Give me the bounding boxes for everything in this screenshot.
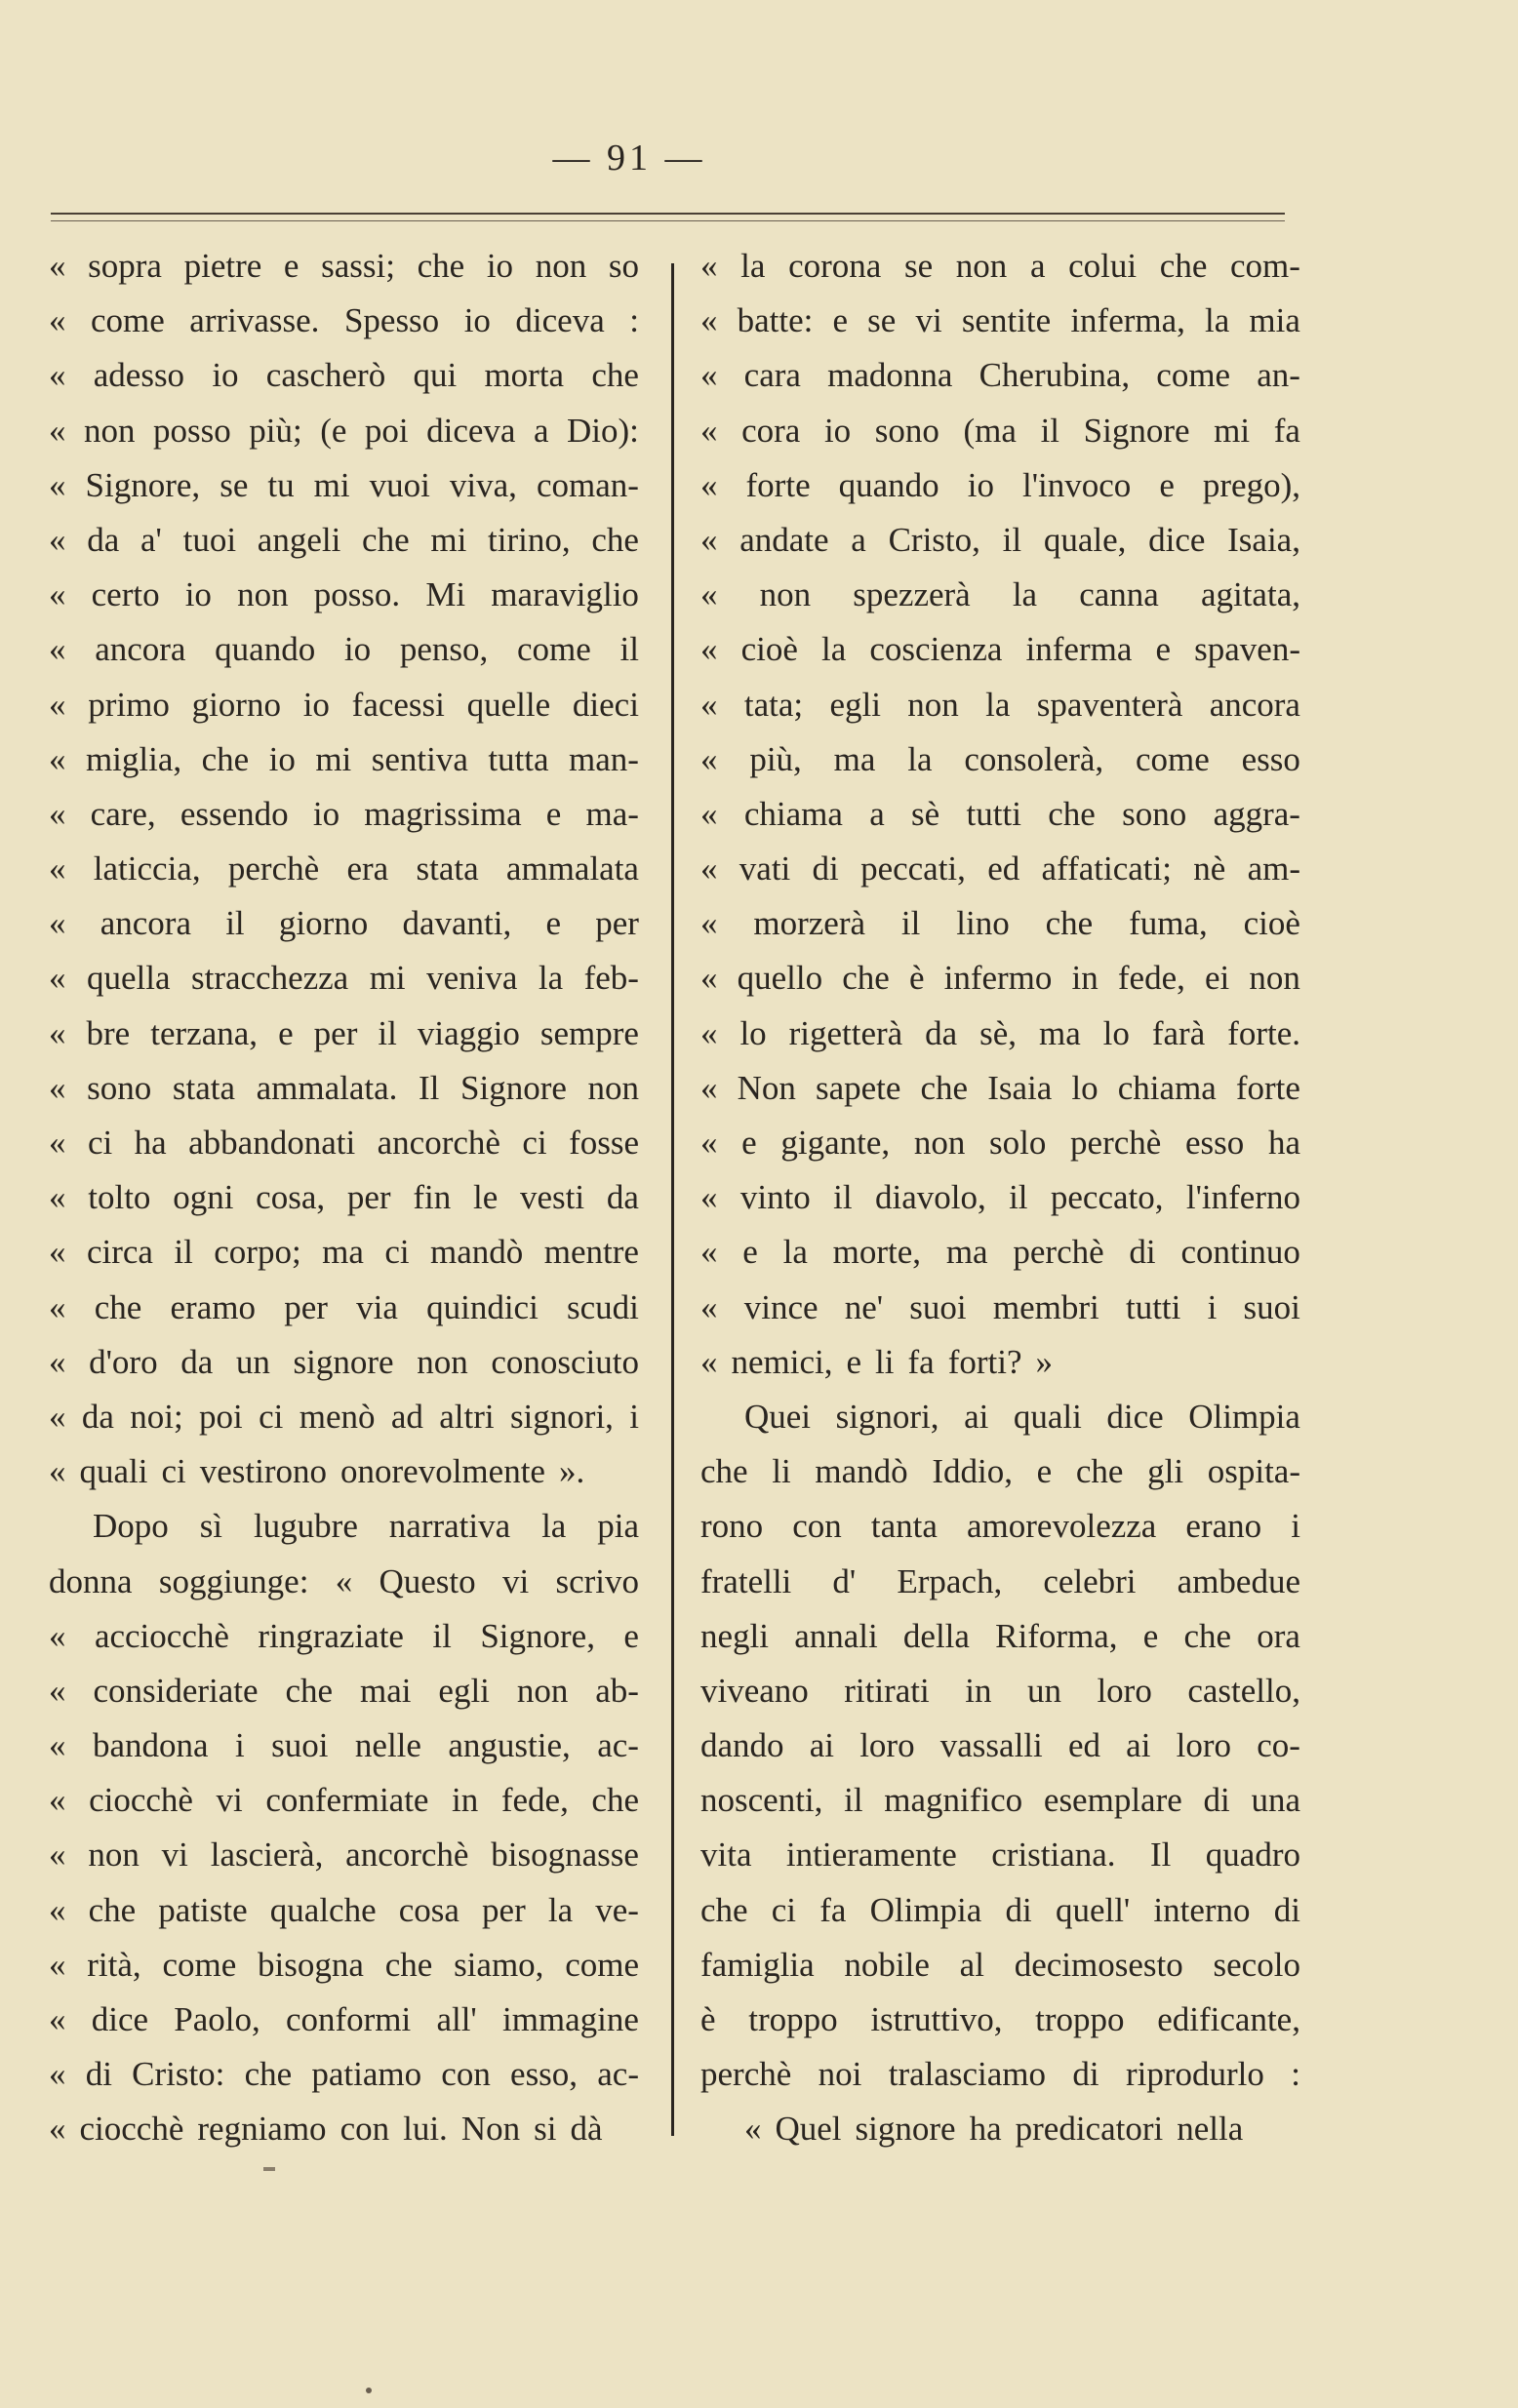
right-column-line: « chiama a sè tutti che sono aggra- [700, 794, 1300, 833]
header-rule [51, 213, 1285, 221]
left-column-line: « certo io non posso. Mi maraviglio [49, 575, 639, 614]
left-column-line: « primo giorno io facessi quelle dieci [49, 685, 639, 724]
right-column-line: « la corona se non a colui che com- [700, 247, 1300, 285]
right-column-line: « vati di peccati, ed affaticati; nè am- [700, 849, 1300, 888]
right-column-line: famiglia nobile al decimosesto secolo [700, 1945, 1300, 1984]
left-column-line: « miglia, che io mi sentiva tutta man- [49, 739, 639, 778]
left-column-line: « di Cristo: che patiamo con esso, ac- [49, 2055, 639, 2094]
left-column-line: « rità, come bisogna che siamo, come [49, 1945, 639, 1984]
right-column-line: Quei signori, ai quali dice Olimpia [744, 1397, 1300, 1436]
right-column-line: « lo rigetterà da sè, ma lo farà forte. [700, 1013, 1300, 1052]
left-column-line: « ancora quando io penso, come il [49, 630, 639, 669]
right-column-line: dando ai loro vassalli ed ai loro co- [700, 1726, 1300, 1765]
left-column-line: « ciocchè regniamo con lui. Non si dà [49, 2110, 603, 2149]
right-column-line: « cara madonna Cherubina, come an- [700, 356, 1300, 395]
right-column-line: che ci fa Olimpia di quell' interno di [700, 1890, 1300, 1929]
left-column-line: « acciocchè ringraziate il Signore, e [49, 1616, 639, 1655]
left-column-line: « laticcia, perchè era stata ammalata [49, 849, 639, 888]
left-column-line: « da a' tuoi angeli che mi tirino, che [49, 520, 639, 559]
left-column-line: « consideriate che mai egli non ab- [49, 1671, 639, 1710]
left-column-line: « come arrivasse. Spesso io diceva : [49, 301, 639, 340]
left-column-line: « ancora il giorno davanti, e per [49, 904, 639, 943]
right-column-line: « nemici, e li fa forti? » [700, 1342, 1053, 1381]
right-column-line: « e gigante, non solo perchè esso ha [700, 1124, 1300, 1162]
right-column-line: « cioè la coscienza inferma e spaven- [700, 630, 1300, 669]
left-column-line: « ci ha abbandonati ancorchè ci fosse [49, 1124, 639, 1162]
left-column [49, 239, 639, 2157]
left-column-line: « quella stracchezza mi veniva la feb- [49, 959, 639, 998]
left-column-line: « non posso più; (e poi diceva a Dio): [49, 411, 639, 450]
left-column-line: « ciocchè vi confermiate in fede, che [49, 1781, 639, 1820]
right-column-line: « morzerà il lino che fuma, cioè [700, 904, 1300, 943]
right-column-line: noscenti, il magnifico esemplare di una [700, 1781, 1300, 1820]
left-column-line: « che eramo per via quindici scudi [49, 1287, 639, 1326]
left-column-line: « non vi lascierà, ancorchè bisognasse [49, 1836, 639, 1875]
right-column-line: « andate a Cristo, il quale, dice Isaia, [700, 520, 1300, 559]
left-column-line: « da noi; poi ci menò ad altri signori, i [49, 1397, 639, 1436]
left-column-line: « adesso io cascherò qui morta che [49, 356, 639, 395]
right-column-line: « vince ne' suoi membri tutti i suoi [700, 1287, 1300, 1326]
right-column-line: « più, ma la consolerà, come esso [700, 739, 1300, 778]
right-column-line: rono con tanta amorevolezza erano i [700, 1507, 1300, 1546]
column-divider [671, 263, 674, 2136]
right-column-line: « non spezzerà la canna agitata, [700, 575, 1300, 614]
left-column-line: « d'oro da un signore non conosciuto [49, 1342, 639, 1381]
left-column-line: « bandona i suoi nelle angustie, ac- [49, 1726, 639, 1765]
right-column-line: vita intieramente cristiana. Il quadro [700, 1836, 1300, 1875]
ink-dot [366, 2388, 372, 2393]
left-column-line: « dice Paolo, conformi all' immagine [49, 2000, 639, 2038]
right-column-line: « e la morte, ma perchè di continuo [700, 1233, 1300, 1272]
right-column-line: « vinto il diavolo, il peccato, l'inferno [700, 1178, 1300, 1217]
right-column-line: che li mandò Iddio, e che gli ospita- [700, 1452, 1300, 1491]
right-column-line: perchè noi tralasciamo di riprodurlo : [700, 2055, 1300, 2094]
left-column-line: donna soggiunge: « Questo vi scrivo [49, 1561, 639, 1600]
right-column-line: « Quel signore ha predicatori nella [744, 2110, 1244, 2149]
right-column-line: « batte: e se vi sentite inferma, la mia [700, 301, 1300, 340]
right-column-line: « forte quando io l'invoco e prego), [700, 465, 1300, 504]
right-column-line: « quello che è infermo in fede, ei non [700, 959, 1300, 998]
left-column-line: « che patiste qualche cosa per la ve- [49, 1890, 639, 1929]
page-number: — 91 — [552, 138, 706, 178]
left-column-line: « circa il corpo; ma ci mandò mentre [49, 1233, 639, 1272]
right-column-line: « cora io sono (ma il Signore mi fa [700, 411, 1300, 450]
ink-mark [263, 2167, 275, 2171]
right-column-line: è troppo istruttivo, troppo edificante, [700, 2000, 1300, 2038]
right-column-line: fratelli d' Erpach, celebri ambedue [700, 1561, 1300, 1600]
left-column-line: Dopo sì lugubre narrativa la pia [93, 1507, 639, 1546]
right-column-line: viveano ritirati in un loro castello, [700, 1671, 1300, 1710]
left-column-line: « bre terzana, e per il viaggio sempre [49, 1013, 639, 1052]
right-column-line: « Non sapete che Isaia lo chiama forte [700, 1068, 1300, 1107]
left-column-line: « Signore, se tu mi vuoi viva, coman- [49, 465, 639, 504]
left-column-line: « care, essendo io magrissima e ma- [49, 794, 639, 833]
right-column-line: negli annali della Riforma, e che ora [700, 1616, 1300, 1655]
right-column [700, 239, 1300, 2157]
left-column-line: « sopra pietre e sassi; che io non so [49, 247, 639, 285]
left-column-line: « quali ci vestirono onorevolmente ». [49, 1452, 585, 1491]
left-column-line: « sono stata ammalata. Il Signore non [49, 1068, 639, 1107]
left-column-line: « tolto ogni cosa, per fin le vesti da [49, 1178, 639, 1217]
right-column-line: « tata; egli non la spaventerà ancora [700, 685, 1300, 724]
